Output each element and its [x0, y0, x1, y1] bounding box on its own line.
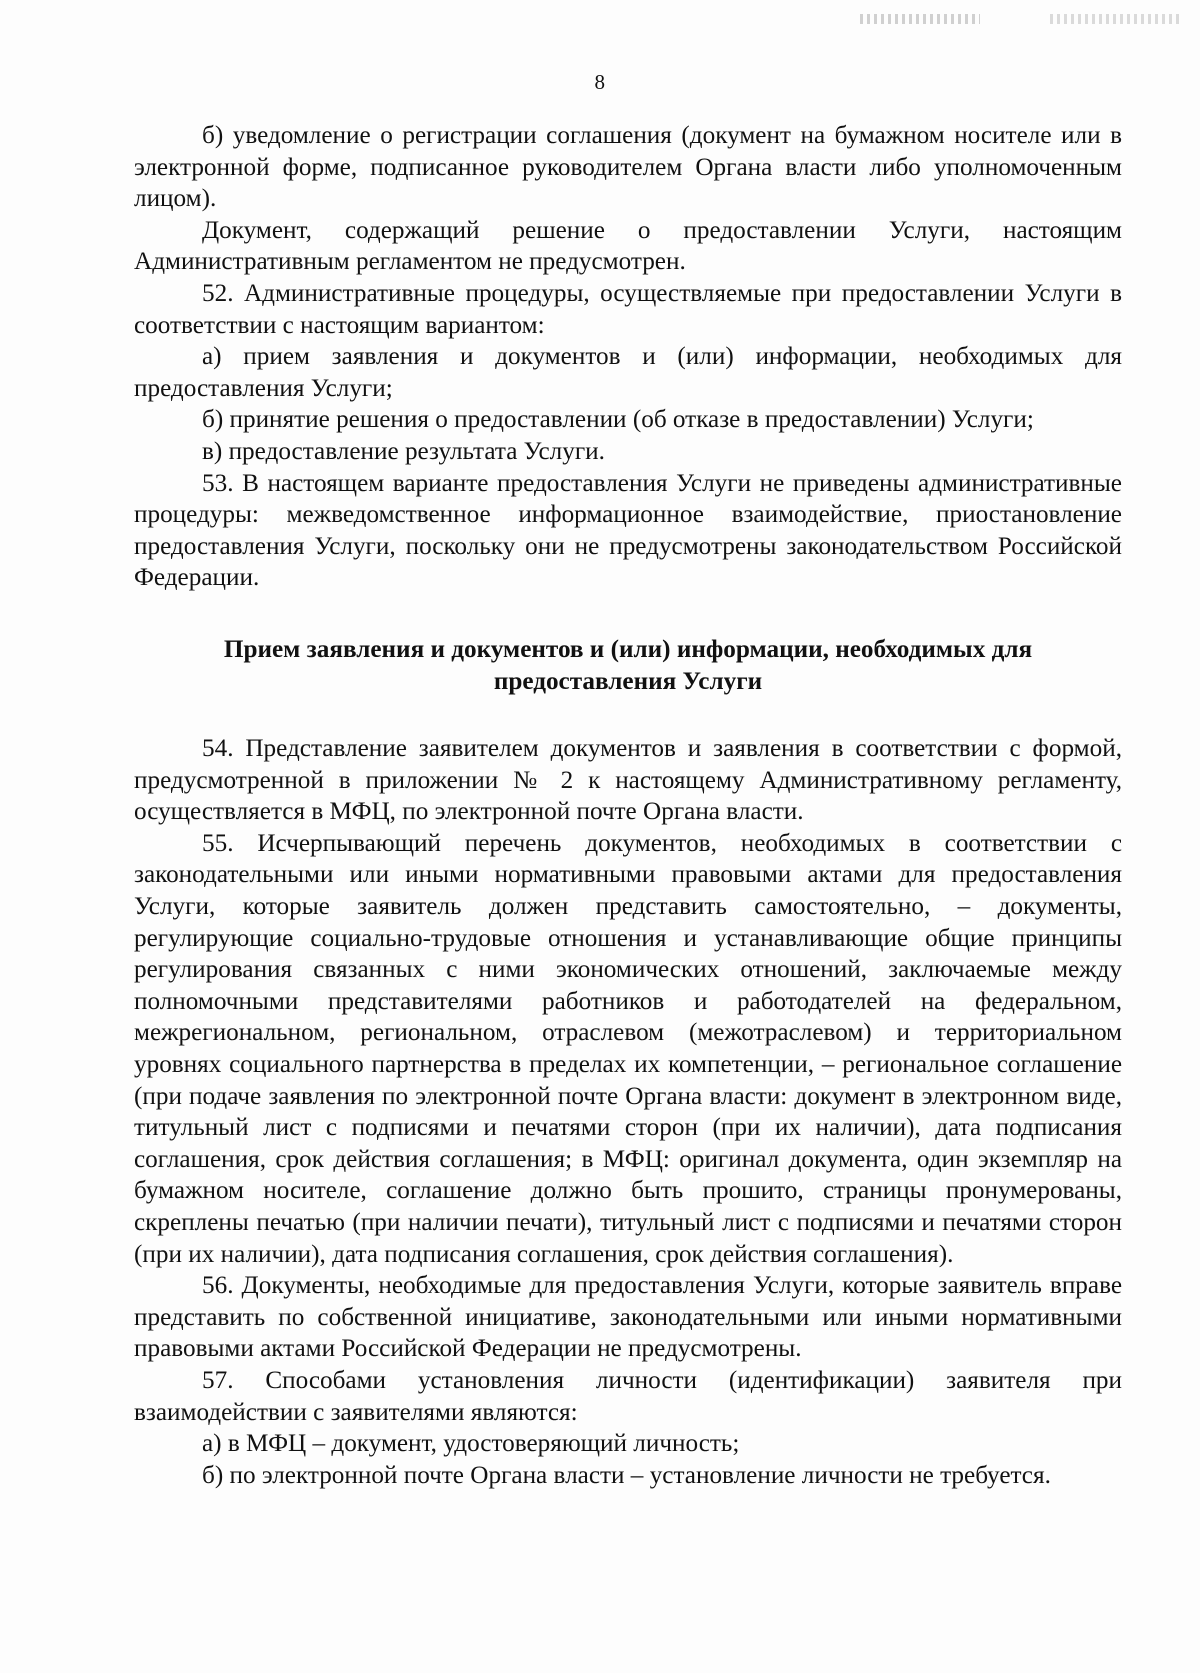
paragraph-item-54: 54. Представление заявителем документов и заявления в соответствии с формой, предусмотренной в приложении № 2 к настоящему Административному регламенту, осуществляется в МФЦ, по электронной почте Органа власти. [134, 735, 1122, 826]
paragraph-item-56: 56. Документы, необходимые для предоставления Услуги, которые заявитель вправе представить по собственной инициативе, законодательными или иными нормативными правовыми актами Российской Федерации не предусмотрены. [134, 1272, 1122, 1363]
list-item: а) в МФЦ – документ, удостоверяющий личность; [202, 1430, 740, 1458]
paragraph-item-57: 57. Способами установления личности (идентификации) заявителя при взаимодействии с заявителями являются: [134, 1366, 1122, 1426]
paragraph-item-55: 55. Исчерпывающий перечень документов, необходимых в соответствии с законодательными или иными нормативными правовыми актами для предоставления Услуги, которые заявитель должен представить самостоятельно, – документы, регулирующие социально-трудовые отношения и устанавливающие общие принципы регулирования связанных с ними экономических отношений, заключаемые между полномочными представителями работников и работодателей на федеральном, межрегиональном, региональном, отраслевом (межотраслевом) и территориальном уровнях социального партнерства в пределах их компетенции, – региональное соглашение (при подаче заявления по электронной почте Органа власти: документ в электронном виде, титульный лист с подписями и печатями сторон (при их наличии), дата подписания соглашения, срок действия соглашения; в МФЦ: оригинал документа, один экземпляр на бумажном носителе, соглашение должно быть прошито, страницы пронумерованы, скреплены печатью (при наличии печати), титульный лист с подписями и печатями сторон (при их наличии), дата подписания соглашения, срок действия соглашения). [134, 829, 1122, 1268]
list-item: в) предоставление результата Услуги. [202, 437, 605, 465]
list-item: б) по электронной почте Органа власти – установление личности не требуется. [202, 1461, 1051, 1489]
document-body [134, 120, 1122, 1491]
paragraph: б) уведомление о регистрации соглашения (документ на бумажном носителе или в электронной форме, подписанное руководителем Органа власти либо уполномоченным лицом). [134, 122, 1122, 213]
page-number: 8 [594, 70, 606, 94]
list-item: б) принятие решения о предоставлении (об отказе в предоставлении) Услуги; [202, 406, 1034, 434]
paragraph-item-53: 53. В настоящем варианте предоставления Услуги не приведены административные процедуры: межведомственное информационное взаимодействие, приостановление предоставления Услуги, поскольку они не предусмотрены законодательством Российской Федерации. [134, 469, 1122, 592]
section-heading: Прием заявления и документов и (или) информации, необходимых для предоставления Услуги [223, 635, 1033, 695]
scan-artifact [1050, 14, 1180, 24]
scan-artifact [860, 14, 980, 24]
paragraph-item-52: 52. Административные процедуры, осуществляемые при предоставлении Услуги в соответствии с настоящим вариантом: [134, 279, 1122, 339]
paragraph: Документ, содержащий решение о предоставлении Услуги, настоящим Административным регламентом не предусмотрен. [134, 216, 1122, 276]
list-item: а) прием заявления и документов и (или) информации, необходимых для предоставления Услуги; [134, 343, 1122, 402]
